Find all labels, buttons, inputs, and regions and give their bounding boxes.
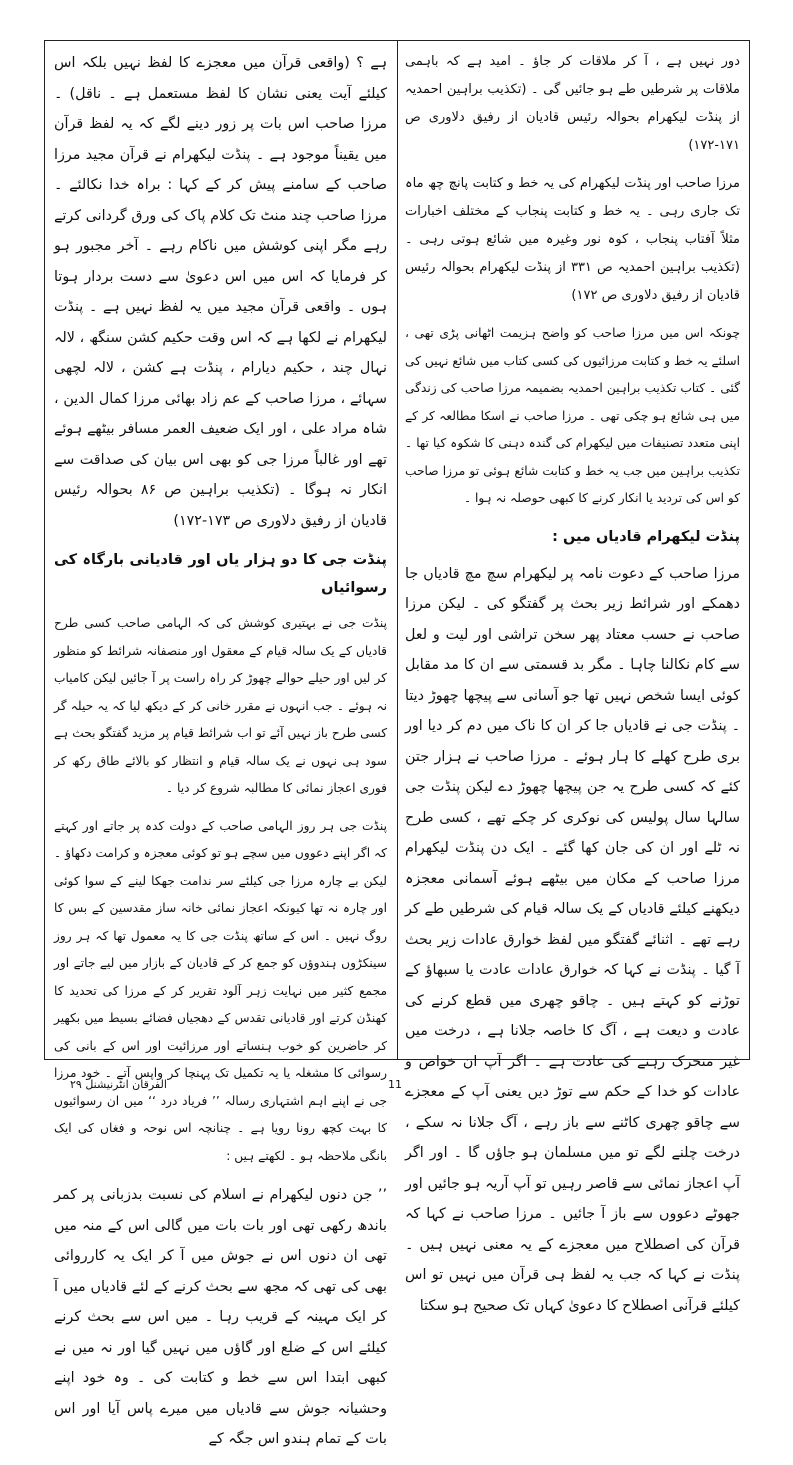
left-paragraph-2: پنڈت جی نے بہتیری کوشش کی کہ الہامی صاحب کسی طرح قادیاں کے یک سالہ قیام کے معقول اور منصفانہ شرائط کو منظور کر لیں اور حیلے حوالے چھوڑ کر راہ راست پر آ جائیں لیکن کامیاب نہ ہوئے ۔ جب انہوں نے مقرر خانی کر کے دیکھ لیا کہ یہ حیلہ گر کسی طرح باز نہیں آئے تو اب شرائط قیام پر مزید گفتگو بحث ہے سود ہی نہوں نے یک سالہ قیام و انتظار کو بالائے طاق رکھ کر فوری اعجاز نمائی کا مطالبہ شروع کر دیا ۔	[54, 616, 387, 795]
column-divider	[397, 40, 398, 1060]
left-column	[54, 48, 387, 1465]
left-paragraph-4: ’’ جن دنوں لیکھرام نے اسلام کی نسبت بدزبانی پر کمر باندھ رکھی تھی اور بات بات میں گالی اس کے منہ میں تھی ان دنوں اس نے جوش میں آ کر ایک یہ کارروائی بھی کی تھی کہ مجھ سے بحث کرنے کے لئے قادیاں میں آ کر ایک مہینہ کے قریب رہا ۔ میں اس سے بحث کرنے کیلئے اس کے ضلع اور گاؤں میں نہیں گیا اور نہ میں نے کبھی ابتدا اس سے خط و کتابت کی ۔ وہ خود اپنے وحشیانہ جوش سے قادیاں میں میرے پاس آیا اور اس بات کے تمام ہندو اس جگہ کے	[54, 1187, 387, 1447]
right-paragraph-1: دور نہیں ہے ، آ کر ملاقات کر جاؤ ۔ امید ہے کہ باہمی ملاقات پر شرطیں طے ہو جائیں گی ۔ (تکذیب براہین احمدیہ از پنڈت لیکھرام بحوالہ رئیس قادیان از رفیق دلاوری ص ۱۷۱-۱۷۲)	[405, 54, 740, 153]
left-paragraph-3: پنڈت جی ہر روز الہامی صاحب کے دولت کدہ پر جاتے اور کہتے کہ اگر اپنے دعووں میں سچے ہو تو کوئی معجزہ و کرامت دکھاؤ ۔ لیکن بے چارہ مرزا جی کیلئے سر ندامت جھکا لینے کے سوا کوئی اور چارہ نہ تھا کیونکہ اعجاز نمائی خانہ ساز مقدسین کے بس کا روگ نہیں ۔ اس کے ساتھ پنڈت جی کا یہ معمول تھا کہ ہر روز سینکڑوں ہندوؤں کو جمع کر کے قادیان کے بازار میں لیے جاتے اور مجمع کثیر میں نہایت زہر آلود تقریر کر کے مرزا کی تحدید کا کھنڈن کرتے اور قادیانی تقدس کے دھجیاں فضائے بسیط میں بکھیر کر حاضرین کو خوب ہنساتے اور مرزائیت اور اس کے بانی کی رسوائی کا مشغلہ یا یہ تکمیل تک پہنچا کر واپس آتے ۔ خود مرزا جی نے اپنے اہم اشتہاری رسالہ ’’ فریاد درد ‘‘ میں ان رسوائیوں کا بہت کچھ رونا رویا ہے ۔ چنانچہ اس نوحہ و فغاں کی ایک بانگی ملاحظہ ہو ۔ لکھتے ہیں :	[54, 818, 387, 1163]
right-column	[405, 48, 740, 1331]
page-number: 11	[388, 1078, 402, 1091]
publication-footer: الفرقان انٹرنیشنل ۲۹	[70, 1078, 167, 1091]
right-paragraph-3: چونکہ اس میں مرزا صاحب کو واضح ہزیمت اٹھانی پڑی تھی ، اسلئے یہ خط و کتابت مرزائیوں کی کسی کتاب میں شائع نہیں کی گئی ۔ کتاب تکذیب براہین احمدیہ بضمیمہ مرزا صاحب کی زندگی میں ہی شائع ہو چکی تھی ۔ مرزا صاحب نے اسکا مطالعہ کر کے اپنی متعدد تصنیفات میں لیکھرام کی گندہ دہنی کا شکوہ کیا تھا ۔ تکذیب براہین میں جب یہ خط و کتابت شائع ہوئی تو مرزا صاحب کو اس کی تردید یا انکار کرنے کا کبھی حوصلہ نہ ہوا ۔	[405, 326, 740, 505]
right-section-heading: پنڈت لیکھرام قادیاں میں :	[552, 528, 740, 545]
left-section-heading: پنڈت جی کا دو ہزار یاں اور قادیانی بارگاہ کی رسوائیاں	[54, 552, 387, 596]
right-paragraph-4: مرزا صاحب کے دعوت نامہ پر لیکھرام سچ مچ قادیاں جا دھمکے اور شرائط زیر بحث پر گفتگو کی ۔ لیکن مرزا صاحب نے حسب معتاد پھر سخن تراشی اور لیت و لعل سے کام نکالنا چاہا ۔ مگر بد قسمتی سے ان کا مد مقابل کوئی ایسا شخص نہیں تھا جو آسانی سے پیچھا چھوڑ دیتا ۔ پنڈت جی نے قادیاں جا کر ان کا ناک میں دم کر دیا اور بری طرح کھلے کا ہار ہوئے ۔ مرزا صاحب نے ہزار جتن کئے کہ کسی طرح یہ جن پیچھا چھوڑ دے لیکن پنڈت جی سالہا سال پولیس کی نوکری کر چکے تھے ، کسی طرح نہ ٹلے اور ان کی جان کھا گئے ۔ ایک دن پنڈت لیکھرام مرزا صاحب کے مکان میں بیٹھے ہوئے آسمانی معجزہ دیکھنے کیلئے قادیاں کے یک سالہ قیام کی شرطیں طے کر رہے تھے ۔ اثنائے گفتگو میں لفظ خوارق عادات زیر بحث آ گیا ۔ پنڈت نے کہا کہ خوارق عادات عادت یا سبھاؤ کے توڑنے کو کہتے ہیں ۔ چاقو چھری میں قطع کرنے کی عادت و دیعت ہے ، آگ کا خاصہ جلانا ہے ، درخت میں غیر متحرک رہنے کی عادت ہے ۔ اگر آپ ان خواص و عادات کو خدا کے حکم سے توڑ دیں یعنی آپ کے معجزے سے چاقو چھری کاٹنے سے باز رہے ، آگ جلانا نہ سکے ، درخت چلنے لگے تو میں مسلمان ہو جاؤں گا ۔ اور اگر آپ اعجاز نمائی سے قاصر رہیں تو آپ آریہ ہو جائیں اور جھوٹے دعووں سے باز آ جائیں ۔ مرزا صاحب نے کہا کہ قرآن کی اصطلاح میں معجزے کے یہ معنی نہیں ہیں ۔ پنڈت نے کہا کہ جب یہ لفظ ہی قرآن میں نہیں تو اس کیلئے قرآنی اصطلاح کا دعویٰ کہاں تک صحیح ہو سکتا	[405, 565, 740, 1314]
right-paragraph-2: مرزا صاحب اور پنڈت لیکھرام کی یہ خط و کتابت پانچ چھ ماہ تک جاری رہی ۔ یہ خط و کتابت پنجاب کے مختلف اخبارات مثلاً آفتاب پنجاب ، کوہ نور وغیرہ میں شائع ہوتی رہی ۔ (تکذیب براہین احمدیہ ص ۳۳۱ از پنڈت لیکھرام بحوالہ رئیس قادیان از رفیق دلاوری ص ۱۷۲)	[405, 176, 740, 303]
left-paragraph-1: ہے ؟ (واقعی قرآن میں معجزے کا لفظ نہیں بلکہ اس کیلئے آیت یعنی نشان کا لفظ مستعمل ہے ۔ ناقل) ۔ مرزا صاحب اس بات پر زور دینے لگے کہ یہ لفظ قرآن میں یقیناً موجود ہے ۔ پنڈت لیکھرام نے قرآن مجید مرزا صاحب کے سامنے پیش کر کے کہا : براہ خدا نکالئے ۔ مرزا صاحب چند منٹ تک کلام پاک کی ورق گردانی کرتے رہے مگر اپنی کوشش میں ناکام رہے ۔ آخر مجبور ہو کر فرمایا کہ اس میں اس دعویٰ سے دست بردار ہوتا ہوں ۔ واقعی قرآن مجید میں یہ لفظ نہیں ہے ۔ پنڈت لیکھرام نے لکھا ہے کہ اس وقت حکیم کشن سنگھ ، لالہ نہال چند ، حکیم دیارام ، پنڈت ہے کشن ، لالہ لچھی سہائے ، مرزا صاحب کے عم زاد بھائی مرزا کمال الدین ، شاہ مراد علی ، اور ایک ضعیف العمر مسافر بیٹھے ہوئے تھے اور غالباً مرزا جی کو بھی اس بیان کی صداقت سے انکار نہ ہوگا ۔ (تکذیب براہین ص ۸۶ بحوالہ رئیس قادیان از رفیق دلاوری ص ۱۷۳-۱۷۲)	[54, 55, 387, 529]
